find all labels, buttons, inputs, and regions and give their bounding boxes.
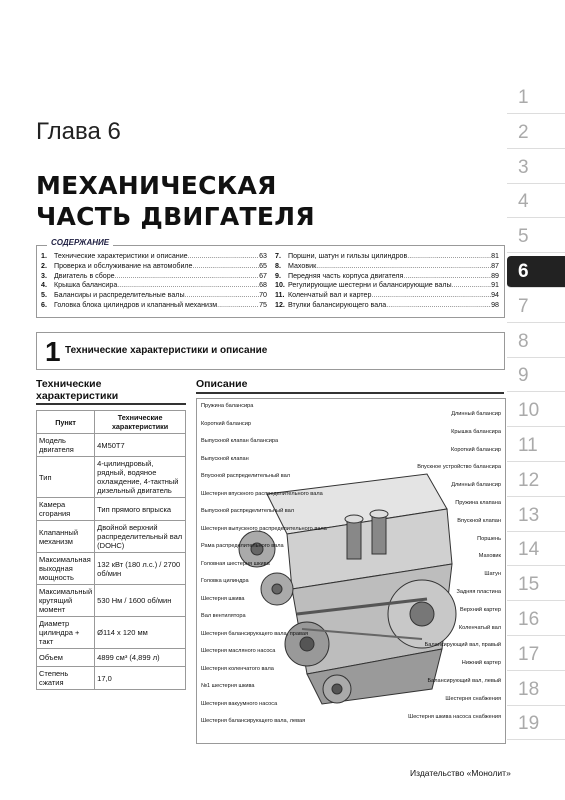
toc-entry-number: 5. [41, 291, 47, 300]
toc-entry-title: Проверка и обслуживание на автомобиле [54, 261, 193, 270]
toc-leader [188, 252, 259, 262]
table-row [37, 457, 186, 498]
toc-entry-title: Балансиры и распределительные валы [54, 291, 185, 300]
title-line-2: ЧАСТЬ ДВИГАТЕЛЯ [36, 202, 315, 231]
specs-table [36, 410, 186, 690]
table-row [37, 521, 186, 553]
spec-name: Степень сжатия [37, 667, 95, 690]
diagram-callout: Впускной распределительный вал [201, 473, 291, 479]
chapter-tab[interactable]: 9 [507, 360, 565, 392]
diagram-callout: Вал вентилятора [201, 613, 246, 619]
diagram-callout: Коленчатый вал [458, 624, 501, 631]
engine-diagram [196, 398, 506, 744]
toc-left-column [41, 252, 267, 311]
toc-entry[interactable] [275, 291, 499, 301]
toc-entry[interactable] [41, 291, 267, 301]
toc-entry[interactable] [41, 262, 267, 272]
toc-entry-title: Крышка балансира [54, 281, 118, 290]
table-row [37, 553, 186, 585]
contents-heading: СОДЕРЖАНИЕ [47, 238, 113, 247]
toc-entry[interactable] [275, 272, 499, 282]
chapter-title [36, 170, 315, 232]
toc-entry-title: Коленчатый вал и картер [288, 291, 372, 300]
spec-name: Модель двигателя [37, 434, 95, 457]
toc-entry-page: 67 [259, 271, 267, 280]
toc-entry-page: 89 [491, 271, 499, 280]
spec-value: 4899 см³ (4,899 л) [95, 649, 186, 667]
toc-leader [452, 281, 492, 291]
diagram-callout: Крышка балансира [451, 428, 501, 435]
toc-entry-page: 75 [259, 300, 267, 309]
spec-value: Двойной верхний распределительный вал (DOHC) [95, 521, 186, 553]
spec-value: Ø114 x 120 мм [95, 617, 186, 649]
toc-entry-page: 94 [491, 291, 499, 300]
spec-name: Клапанный механизм [37, 521, 95, 553]
diagram-callout: Головная шестерня шкива [201, 560, 270, 567]
toc-entry[interactable] [41, 281, 267, 291]
chapter-tab[interactable]: 10 [507, 395, 565, 427]
diagram-callout: Балансирующий вал, левый [427, 678, 501, 684]
diagram-callout: Шестерня масляного насоса [201, 648, 276, 654]
diagram-callout: Пружина клапана [455, 500, 501, 506]
spec-name: Максимальная выходная мощность [37, 553, 95, 585]
toc-entry[interactable] [41, 301, 267, 311]
spec-value: 17,0 [95, 667, 186, 690]
toc-right-column [275, 252, 499, 311]
toc-leader [386, 301, 491, 311]
diagram-callout: Шестерня коленчатого вала [201, 665, 274, 672]
chapter-tab[interactable]: 5 [507, 221, 565, 253]
toc-entry-number: 2. [41, 261, 47, 270]
diagram-callout: Нижний картер [461, 660, 501, 667]
toc-leader [403, 272, 491, 282]
section-header [36, 332, 505, 370]
chapter-tab[interactable]: 6 [507, 256, 565, 288]
toc-entry-page: 87 [491, 261, 499, 270]
toc-entry-number: 10. [275, 281, 285, 290]
spec-name: Тип [37, 457, 95, 498]
toc-entry-title: Технические характеристики и описание [54, 252, 188, 260]
diagram-callout: Головка цилиндра [201, 578, 249, 584]
toc-entry-number: 3. [41, 271, 47, 280]
toc-entry-title: Двигатель в сборе [54, 271, 115, 280]
diagram-callout: Маховик [478, 553, 501, 560]
toc-leader [193, 262, 260, 272]
section-title: Технические характеристики и описание [65, 345, 268, 356]
specs-heading-line-1: Технические [36, 378, 102, 390]
specs-underline [36, 403, 186, 405]
table-row [37, 617, 186, 649]
toc-leader [407, 252, 491, 262]
toc-entry[interactable] [41, 252, 267, 262]
table-row [37, 649, 186, 667]
diagram-callout: Выпускной клапан [201, 455, 249, 462]
section-number: 1 [45, 336, 61, 367]
toc-entry[interactable] [41, 272, 267, 282]
toc-entry[interactable] [275, 281, 499, 291]
chapter-tab[interactable]: 14 [507, 534, 565, 566]
toc-entry-number: 1. [41, 252, 47, 260]
diagram-callout: Короткий балансир [451, 446, 501, 453]
toc-leader [117, 281, 259, 291]
chapter-tab[interactable]: 15 [507, 569, 565, 601]
toc-entry-number: 4. [41, 281, 47, 290]
diagram-callout: Шатун [484, 571, 501, 578]
toc-entry-number: 11. [275, 291, 285, 300]
toc-entry[interactable] [275, 301, 499, 311]
table-row [37, 667, 186, 690]
chapter-tab[interactable]: 12 [507, 465, 565, 497]
table-row [37, 585, 186, 617]
description-underline [196, 392, 504, 394]
chapter-tab[interactable]: 1 [507, 82, 565, 114]
diagram-callout: Верхний картер [460, 606, 501, 613]
spec-value: 132 кВт (180 л.с.) / 2700 об/мин [95, 553, 186, 585]
toc-entry-page: 81 [491, 252, 499, 260]
chapter-tab[interactable]: 2 [507, 117, 565, 149]
toc-entry-page: 65 [259, 261, 267, 270]
toc-entry-number: 9. [275, 271, 281, 280]
spec-name: Камера сгорания [37, 498, 95, 521]
diagram-callout: Шестерня шкива [201, 595, 245, 602]
diagram-callout: Впускное устройство балансира [417, 464, 501, 471]
chapter-tab[interactable]: 17 [507, 639, 565, 671]
chapter-tab[interactable]: 19 [507, 708, 565, 740]
diagram-callout: Короткий балансир [201, 420, 251, 427]
toc-entry-title: Поршни, шатун и гильзы цилиндров [288, 252, 408, 260]
diagram-callout: Поршень [477, 535, 501, 542]
table-row [37, 498, 186, 521]
chapter-label: Глава 6 [36, 118, 121, 145]
specs-heading-line-2: характеристики [36, 390, 119, 402]
col-header-item: Пункт [37, 411, 95, 434]
diagram-callout: Балансирующий вал, правый [424, 642, 501, 649]
chapter-tab[interactable]: 16 [507, 604, 565, 636]
diagram-callout: Выпускной распределительный вал [201, 508, 295, 514]
diagram-callout: Шестерня вакуумного насоса [201, 700, 278, 707]
spec-value: 4-цилиндровый, рядный, водяное охлаждение, 4-тактный дизельный двигатель [95, 457, 186, 498]
diagram-callout: Впускной клапан [457, 517, 501, 524]
spec-name: Максимальный крутящий момент [37, 585, 95, 617]
spec-name: Диаметр цилиндра + такт [37, 617, 95, 649]
diagram-callout: №1 шестерня шкива [201, 683, 255, 689]
diagram-callout: Шестерня шкива насоса снабжения [408, 713, 501, 720]
diagram-callout: Рама распределительного вала [201, 543, 284, 549]
diagram-callout: Длинный балансир [451, 411, 501, 417]
toc-leader [316, 262, 491, 272]
title-line-1: МЕХАНИЧЕСКАЯ [36, 171, 277, 200]
chapter-tab[interactable]: 11 [507, 430, 565, 462]
chapter-tab[interactable]: 7 [507, 291, 565, 323]
diagram-callout: Пружина балансира [201, 403, 254, 409]
toc-entry-number: 6. [41, 300, 47, 309]
diagram-callout: Шестерня выпускного распределительного вала [201, 525, 327, 532]
diagram-callout: Задняя пластина [456, 589, 501, 595]
chapter-tab[interactable]: 18 [507, 674, 565, 706]
toc-entry-title: Регулирующие шестерни и балансирующие валы [288, 281, 452, 290]
diagram-callout: Шестерня балансирующего вала, левая [201, 718, 306, 724]
chapter-tab[interactable]: 8 [507, 326, 565, 358]
chapter-tab[interactable]: 13 [507, 500, 565, 532]
toc-entry-page: 68 [259, 281, 267, 290]
toc-entry-page: 91 [491, 281, 499, 290]
description-heading: Описание [196, 378, 248, 390]
spec-value: 530 Нм / 1600 об/мин [95, 585, 186, 617]
spec-value: 4M50T7 [95, 434, 186, 457]
diagram-callout: Шестерня снабжения [445, 695, 501, 702]
toc-entry-title: Втулки балансирующего вала [288, 300, 387, 309]
toc-entry-title: Маховик [288, 261, 317, 270]
toc-entry-number: 7. [275, 252, 281, 260]
toc-leader [115, 272, 259, 282]
specs-heading [36, 378, 118, 402]
table-of-contents [36, 238, 505, 318]
spec-value: Тип прямого впрыска [95, 498, 186, 521]
publisher-footer: Издательство «Монолит» [410, 768, 511, 778]
diagram-callout: Длинный балансир [451, 482, 501, 489]
toc-entry-title: Передняя часть корпуса двигателя [288, 271, 404, 280]
diagram-callout: Шестерня балансирующего вала, правая [201, 630, 309, 637]
toc-entry-number: 12. [275, 300, 285, 309]
chapter-tab[interactable]: 3 [507, 152, 565, 184]
spec-name: Объем [37, 649, 95, 667]
toc-entry-number: 8. [275, 261, 281, 270]
toc-leader [185, 291, 260, 301]
toc-entry[interactable] [275, 262, 499, 272]
diagram-callout: Шестерня впускного распределительного вала [201, 490, 323, 497]
toc-entry-page: 63 [259, 252, 267, 260]
toc-entry[interactable] [275, 252, 499, 262]
toc-leader [217, 301, 259, 311]
table-row [37, 434, 186, 457]
chapter-tab[interactable]: 4 [507, 186, 565, 218]
diagram-callout: Выпускной клапан балансира [201, 438, 279, 444]
col-header-spec: Технические характеристики [95, 411, 186, 434]
toc-entry-title: Головка блока цилиндров и клапанный механизм [54, 300, 218, 309]
toc-leader [371, 291, 491, 301]
toc-entry-page: 70 [259, 291, 267, 300]
toc-entry-page: 98 [491, 300, 499, 309]
